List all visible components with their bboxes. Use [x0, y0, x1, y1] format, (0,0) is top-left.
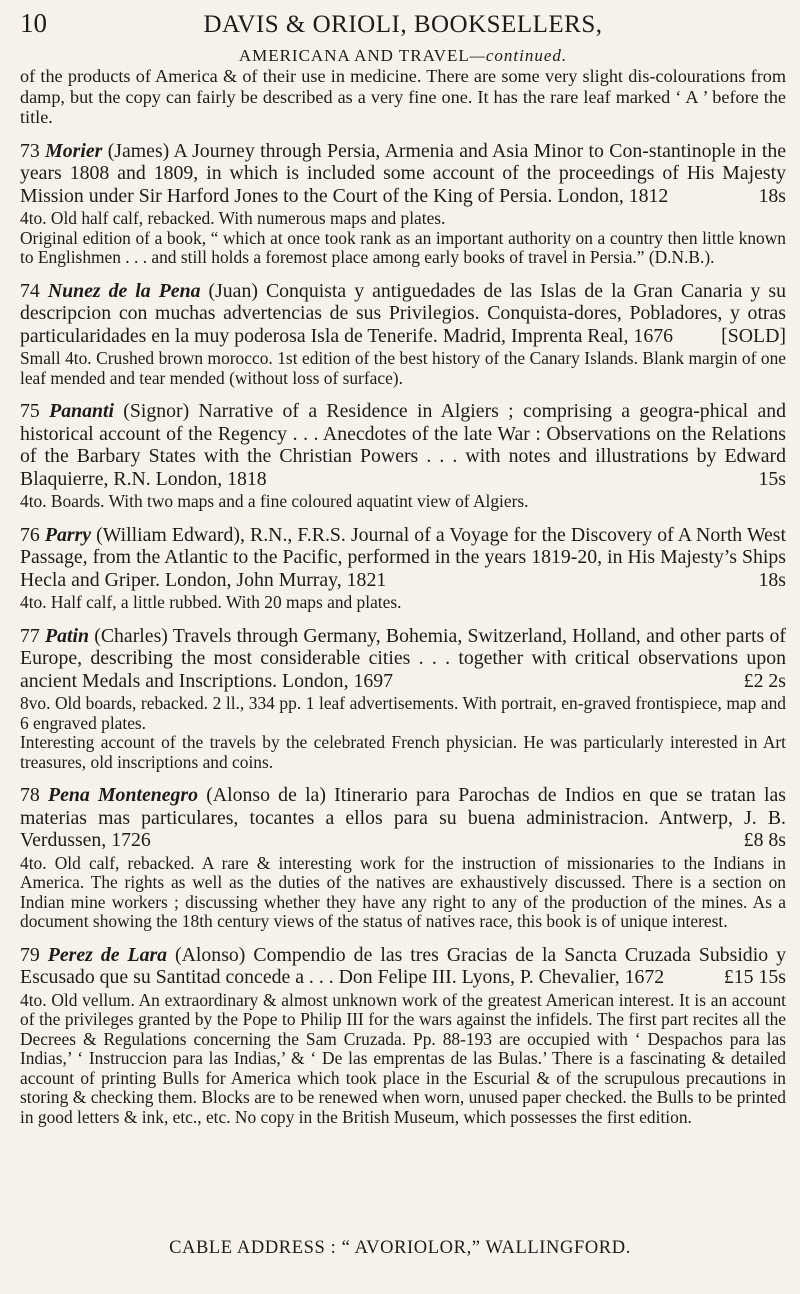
- page-title: DAVIS & ORIOLI, BOOKSELLERS,: [203, 11, 603, 38]
- entry-title-text: (Signor) Narrative of a Residence in Algiers ; comprising a geogra-phical and historical account of the Regency . . . Anecdotes of the late War : Observations on the Relations of the Barbary States with the Christian Powers . . . with notes and illustrations by Edward Blaquierre, R.N. London, 1818: [20, 400, 787, 490]
- entry-title-text: (Alonso de la) Itinerario para Parochas de Indios en que se tratan las materias mas particulares, tocantes a ellos para su buena administracion. Antwerp, J. B. Verdussen, 1726: [20, 784, 786, 851]
- entry-title: [20, 140, 786, 208]
- entry-author: Pena Montenegro: [48, 784, 198, 806]
- entry-price: [SOLD]: [721, 324, 786, 347]
- entry-description: 8vo. Old boards, rebacked. 2 ll., 334 pp. 1 leaf advertisements. With portrait, en-graved frontispiece, map and 6 engraved plates.: [20, 693, 786, 733]
- entry-title: [20, 524, 786, 592]
- entry-price: £15 15s: [723, 966, 786, 988]
- catalogue-entry: [20, 784, 786, 932]
- entry-title-text: (William Edward), R.N., F.R.S. Journal of a Voyage for the Discovery of A North West Passage, from the Atlantic to the Pacific, performed in the years 1819-20, in His Majesty’s Ships Hecla and Griper. London, John Murray, 1821: [20, 523, 786, 591]
- entry-number: 74: [20, 279, 40, 302]
- entry-title: [20, 625, 786, 693]
- entry-number: 79: [20, 943, 40, 966]
- entry-author: Perez de Lara: [47, 943, 168, 966]
- catalogue-entry: [20, 280, 786, 389]
- entry-author: Patin: [45, 624, 89, 647]
- entry-number: 75: [20, 400, 40, 422]
- catalogue-entry: [20, 944, 786, 1128]
- entry-price: £8 8s: [743, 829, 786, 851]
- intro-paragraph: of the products of America & of their use in medicine. There are some very slight dis-colourations from damp, but the copy can fairly be described as a very fine one. It has the rare leaf marked ‘ A ’ before the title.: [20, 66, 786, 127]
- entry-description: 4to. Old half calf, rebacked. With numerous maps and plates.: [20, 208, 446, 228]
- entry-number: 73: [20, 139, 40, 162]
- entry-author: Parry: [44, 523, 92, 546]
- entry-title-text: (Juan) Conquista y antiguedades de las Islas de la Gran Canaria y su descripcion con muchas advertencias de sus Privilegios. Conquista-dores, Pobladores, y otras particularidades en la muy poderosa Isla de Tenerife. Madrid, Imprenta Real, 1676: [20, 279, 786, 347]
- entry-author: Morier: [45, 139, 103, 162]
- entry-title: [20, 784, 786, 852]
- catalogue-entry: [20, 524, 786, 613]
- entry-author: Nunez de la Pena: [47, 279, 201, 302]
- entry-number: 77: [20, 624, 40, 647]
- entry-list: [20, 140, 786, 1128]
- section-heading: [20, 46, 786, 66]
- entry-title-text: (Charles) Travels through Germany, Bohemia, Switzerland, Holland, and other parts of Europe, describing the most considerable cities . . . together with critical observations upon ancient Medals and Inscriptions. London, 1697: [20, 624, 786, 692]
- entry-description: Small 4to. Crushed brown morocco. 1st edition of the best history of the Canary Islands. Blank margin of one leaf mended and tear mended (without loss of surface).: [20, 348, 786, 388]
- entry-description: Interesting account of the travels by the celebrated French physician. He was particularly interested in Art treasures, old inscriptions and coins.: [20, 732, 786, 772]
- entry-title: [20, 280, 786, 348]
- entry-price: 18s: [758, 184, 786, 207]
- page-header: [20, 8, 786, 42]
- entry-description: 4to. Boards. With two maps and a fine coloured aquatint view of Algiers.: [20, 491, 529, 511]
- catalogue-entry: [20, 625, 786, 773]
- cable-address-footer: CABLE ADDRESS : “ AVORIOLOR,” WALLINGFORD.: [169, 1238, 631, 1258]
- entry-description: 4to. Half calf, a little rubbed. With 20 maps and plates.: [20, 592, 402, 612]
- entry-description: Original edition of a book, “ which at once took rank as an important authority on a country then little known to Englishmen . . . and still holds a foremost place among early books of travel in Persia.” (D.N.B.).: [20, 227, 786, 267]
- entry-number: 76: [20, 523, 40, 546]
- entry-description: 4to. Old calf, rebacked. A rare & interesting work for the instruction of missionaries to the Indians in America. The rights as well as the duties of the natives are exhaustively discussed. There is a section on Indian mine workers ; discussing whether they have any right to any of the production of the mines. As a document showing the 18th century views of the status of natives race, this book is of unique interest.: [20, 852, 786, 931]
- entry-title: [20, 400, 786, 490]
- entry-price: 15s: [758, 467, 786, 490]
- entry-title-text: (James) A Journey through Persia, Armenia and Asia Minor to Con-stantinople in the years 1808 and 1809, in which is included some account of the proceedings of His Majesty Mission under Sir Harford Jones to the Court of the King of Persia. London, 1812: [20, 139, 786, 207]
- entry-price: 18s: [758, 568, 786, 591]
- entry-price: £2 2s: [743, 669, 786, 692]
- section-heading-text: AMERICANA AND TRAVEL: [238, 46, 470, 65]
- entry-number: 78: [20, 784, 40, 806]
- entry-title: [20, 944, 786, 989]
- page-number: 10: [20, 8, 47, 38]
- entry-title-text: (Alonso) Compendio de las tres Gracias de la Sancta Cruzada Subsidio y Escusado que su Santitad concede a . . . Don Felipe III. Lyons, P. Chevalier, 1672: [20, 943, 786, 988]
- catalogue-entry: [20, 140, 786, 268]
- catalogue-entry: [20, 400, 786, 512]
- entry-description: 4to. Old vellum. An extraordinary & almost unknown work of the greatest American interest. It is an account of the privileges granted by the Pope to Philip III for the wars against the infidels. The first part recites all the Decrees & Regulations concerning the Sam Cruzada. Pp. 88-193 are occupied with ‘ Despachos para las Indias,’ ‘ Instruccion para las Indias,’ & ‘ De las emprentas de las Bulas.’ There is a fascinating & detailed account of printing Bulls for America which took place in the Escurial & of the scrupulous precautions in storing & checking them. Blocks are to be renewed when worn, unused paper checked. the Bulls to be printed in good letters & ink, etc., etc. No copy in the British Museum, which possesses the first edition.: [20, 989, 786, 1127]
- entry-author: Pananti: [49, 400, 114, 422]
- section-continued: —continued.: [469, 46, 568, 65]
